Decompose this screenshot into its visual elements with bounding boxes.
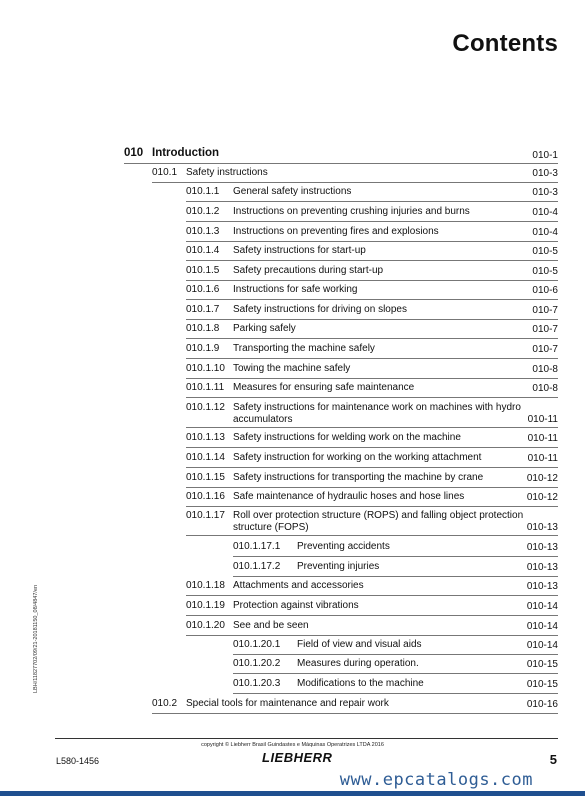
toc-title: Safety instructions for transporting the machine by crane [233, 472, 484, 483]
toc-page-ref: 010-8 [532, 383, 558, 394]
toc-number: 010.1.19 [186, 600, 225, 611]
toc-number: 010.1.13 [186, 432, 225, 443]
toc-number: 010.1 [152, 167, 178, 178]
copyright-notice: copyright © Liebherr Brasil Guindastes e Máquinas Operatrizes LTDA 2016 [201, 742, 384, 748]
toc-title: Safety instructions for driving on slopes [233, 304, 407, 315]
toc-number: 010.1.12 [186, 402, 225, 413]
toc-title: Safety instruction for working on the working attachment [233, 452, 482, 463]
toc-number: 010.1.11 [186, 382, 225, 393]
toc-number: 010.1.14 [186, 452, 225, 463]
toc-row-divider [186, 595, 558, 596]
toc-page-ref: 010-6 [532, 285, 558, 296]
toc-row-divider [186, 280, 558, 281]
toc-title: Field of view and visual aids [297, 639, 422, 650]
toc-row-divider [233, 693, 558, 694]
toc-page-ref: 010-3 [532, 168, 558, 179]
toc-row-divider [186, 201, 558, 202]
toc-number: 010 [124, 147, 144, 159]
toc-page-ref: 010-4 [532, 207, 558, 218]
watermark-bar [0, 791, 585, 796]
toc-title: Special tools for maintenance and repair work [186, 698, 389, 709]
toc-number: 010.2 [152, 698, 178, 709]
toc-number: 010.1.18 [186, 580, 225, 591]
toc-page-ref: 010-14 [526, 621, 558, 632]
toc-title: Introduction [152, 147, 220, 159]
toc-row-divider [186, 447, 558, 448]
toc-title: Safety instructions for maintenance work on machines with hydro accumulators [233, 402, 521, 425]
toc-page-ref: 010-13 [526, 581, 558, 592]
toc-number: 010.1.10 [186, 363, 225, 374]
toc-row-divider [186, 319, 558, 320]
toc-title: Measures during operation. [297, 658, 419, 669]
toc-row-divider [124, 163, 558, 164]
toc-title: Towing the machine safely [233, 363, 351, 374]
toc-page-ref: 010-13 [526, 562, 558, 573]
toc-title: Roll over protection structure (ROPS) and falling object protection structure (FOPS) [233, 510, 524, 533]
toc-page-ref: 010-14 [526, 601, 558, 612]
toc-title: Instructions for safe working [233, 284, 358, 295]
toc-number: 010.1.7 [186, 304, 220, 315]
toc-title: Safety instructions [186, 167, 268, 178]
toc-title: Safety instructions for start-up [233, 245, 366, 256]
toc-row-divider [186, 397, 558, 398]
toc-title: Safety instructions for welding work on the machine [233, 432, 461, 443]
toc-number: 010.1.3 [186, 226, 220, 237]
toc-row-divider [233, 556, 558, 557]
toc-number: 010.1.5 [186, 265, 220, 276]
toc-number: 010.1.15 [186, 472, 225, 483]
toc-page-ref: 010-4 [532, 227, 558, 238]
toc-page-ref: 010-7 [532, 324, 558, 335]
toc-title: Instructions on preventing crushing injuries and burns [233, 206, 470, 217]
toc-row-divider [186, 615, 558, 616]
toc-row-divider [186, 427, 558, 428]
toc-row-divider [233, 576, 558, 577]
toc-title: Safe maintenance of hydraulic hoses and hose lines [233, 491, 465, 502]
toc-title: Instructions on preventing fires and explosions [233, 226, 439, 237]
toc-page-ref: 010-1 [532, 150, 558, 161]
toc-row-divider [152, 182, 558, 183]
toc-row-divider [186, 221, 558, 222]
document-number: L580-1456 [56, 756, 100, 766]
toc-page-ref: 010-3 [532, 187, 558, 198]
toc-row-divider [233, 673, 558, 674]
toc-title: Attachments and accessories [233, 580, 364, 591]
page-number: 5 [549, 752, 557, 767]
toc-title: Preventing injuries [297, 561, 380, 572]
toc-title: Modifications to the machine [297, 678, 424, 689]
toc-title: General safety instructions [233, 186, 352, 197]
watermark-text[interactable]: www.epcatalogs.com [339, 770, 533, 790]
toc-number: 010.1.20 [186, 620, 225, 631]
toc-row-divider [186, 378, 558, 379]
toc-title: See and be seen [233, 620, 309, 631]
toc-page-ref: 010-14 [526, 640, 558, 651]
toc-number: 010.1.17.2 [233, 561, 281, 572]
toc-page-ref: 010-7 [532, 305, 558, 316]
toc-row-divider [233, 654, 558, 655]
toc-number: 010.1.20.3 [233, 678, 281, 689]
toc-number: 010.1.9 [186, 343, 220, 354]
side-document-code: LBH/11827702/09/21-20181150_08/4847/en [33, 584, 39, 693]
toc-title: Measures for ensuring safe maintenance [233, 382, 415, 393]
toc-page-ref: 010-12 [526, 492, 558, 503]
toc-row-divider [186, 241, 558, 242]
toc-page-ref: 010-13 [526, 522, 558, 533]
toc-title: Transporting the machine safely [233, 343, 375, 354]
toc-row-divider [186, 260, 558, 261]
toc-page-ref: 010-13 [526, 542, 558, 553]
toc-title: Safety precautions during start-up [233, 265, 384, 276]
toc-number: 010.1.6 [186, 284, 220, 295]
toc-page-ref: 010-8 [532, 364, 558, 375]
toc-number: 010.1.1 [186, 186, 220, 197]
toc-number: 010.1.16 [186, 491, 225, 502]
toc-row-divider [186, 535, 558, 536]
toc-row-divider [186, 299, 558, 300]
toc-page-ref: 010-7 [532, 344, 558, 355]
toc-row-divider [186, 358, 558, 359]
toc-number: 010.1.20.2 [233, 658, 281, 669]
toc-page-ref: 010-11 [527, 433, 558, 444]
toc-row-divider [186, 635, 558, 636]
toc-title: Preventing accidents [297, 541, 390, 552]
toc-number: 010.1.8 [186, 323, 220, 334]
toc-number: 010.1.2 [186, 206, 220, 217]
toc-number: 010.1.17.1 [233, 541, 281, 552]
toc-row-divider [186, 338, 558, 339]
toc-number: 010.1.4 [186, 245, 220, 256]
watermark-banner [0, 768, 585, 796]
toc-page-ref: 010-11 [527, 453, 558, 464]
liebherr-logo: LIEBHERR [262, 750, 333, 765]
footer-divider [55, 738, 558, 739]
toc-number: 010.1.20.1 [233, 639, 281, 650]
toc-row-divider [186, 506, 558, 507]
toc-row-divider [186, 487, 558, 488]
toc-page-ref: 010-11 [527, 414, 558, 425]
toc-page-ref: 010-5 [532, 246, 558, 257]
page-title: Contents [452, 30, 558, 57]
toc-page-ref: 010-15 [526, 659, 558, 670]
toc-title: Parking safely [233, 323, 296, 334]
toc-number: 010.1.17 [186, 510, 225, 521]
toc-page-ref: 010-5 [532, 266, 558, 277]
toc-page-ref: 010-12 [526, 473, 558, 484]
toc-title: Protection against vibrations [233, 600, 359, 611]
toc-row-divider [186, 467, 558, 468]
toc-page-ref: 010-16 [526, 699, 558, 710]
toc-page-ref: 010-15 [526, 679, 558, 690]
toc-row-divider [152, 713, 558, 714]
